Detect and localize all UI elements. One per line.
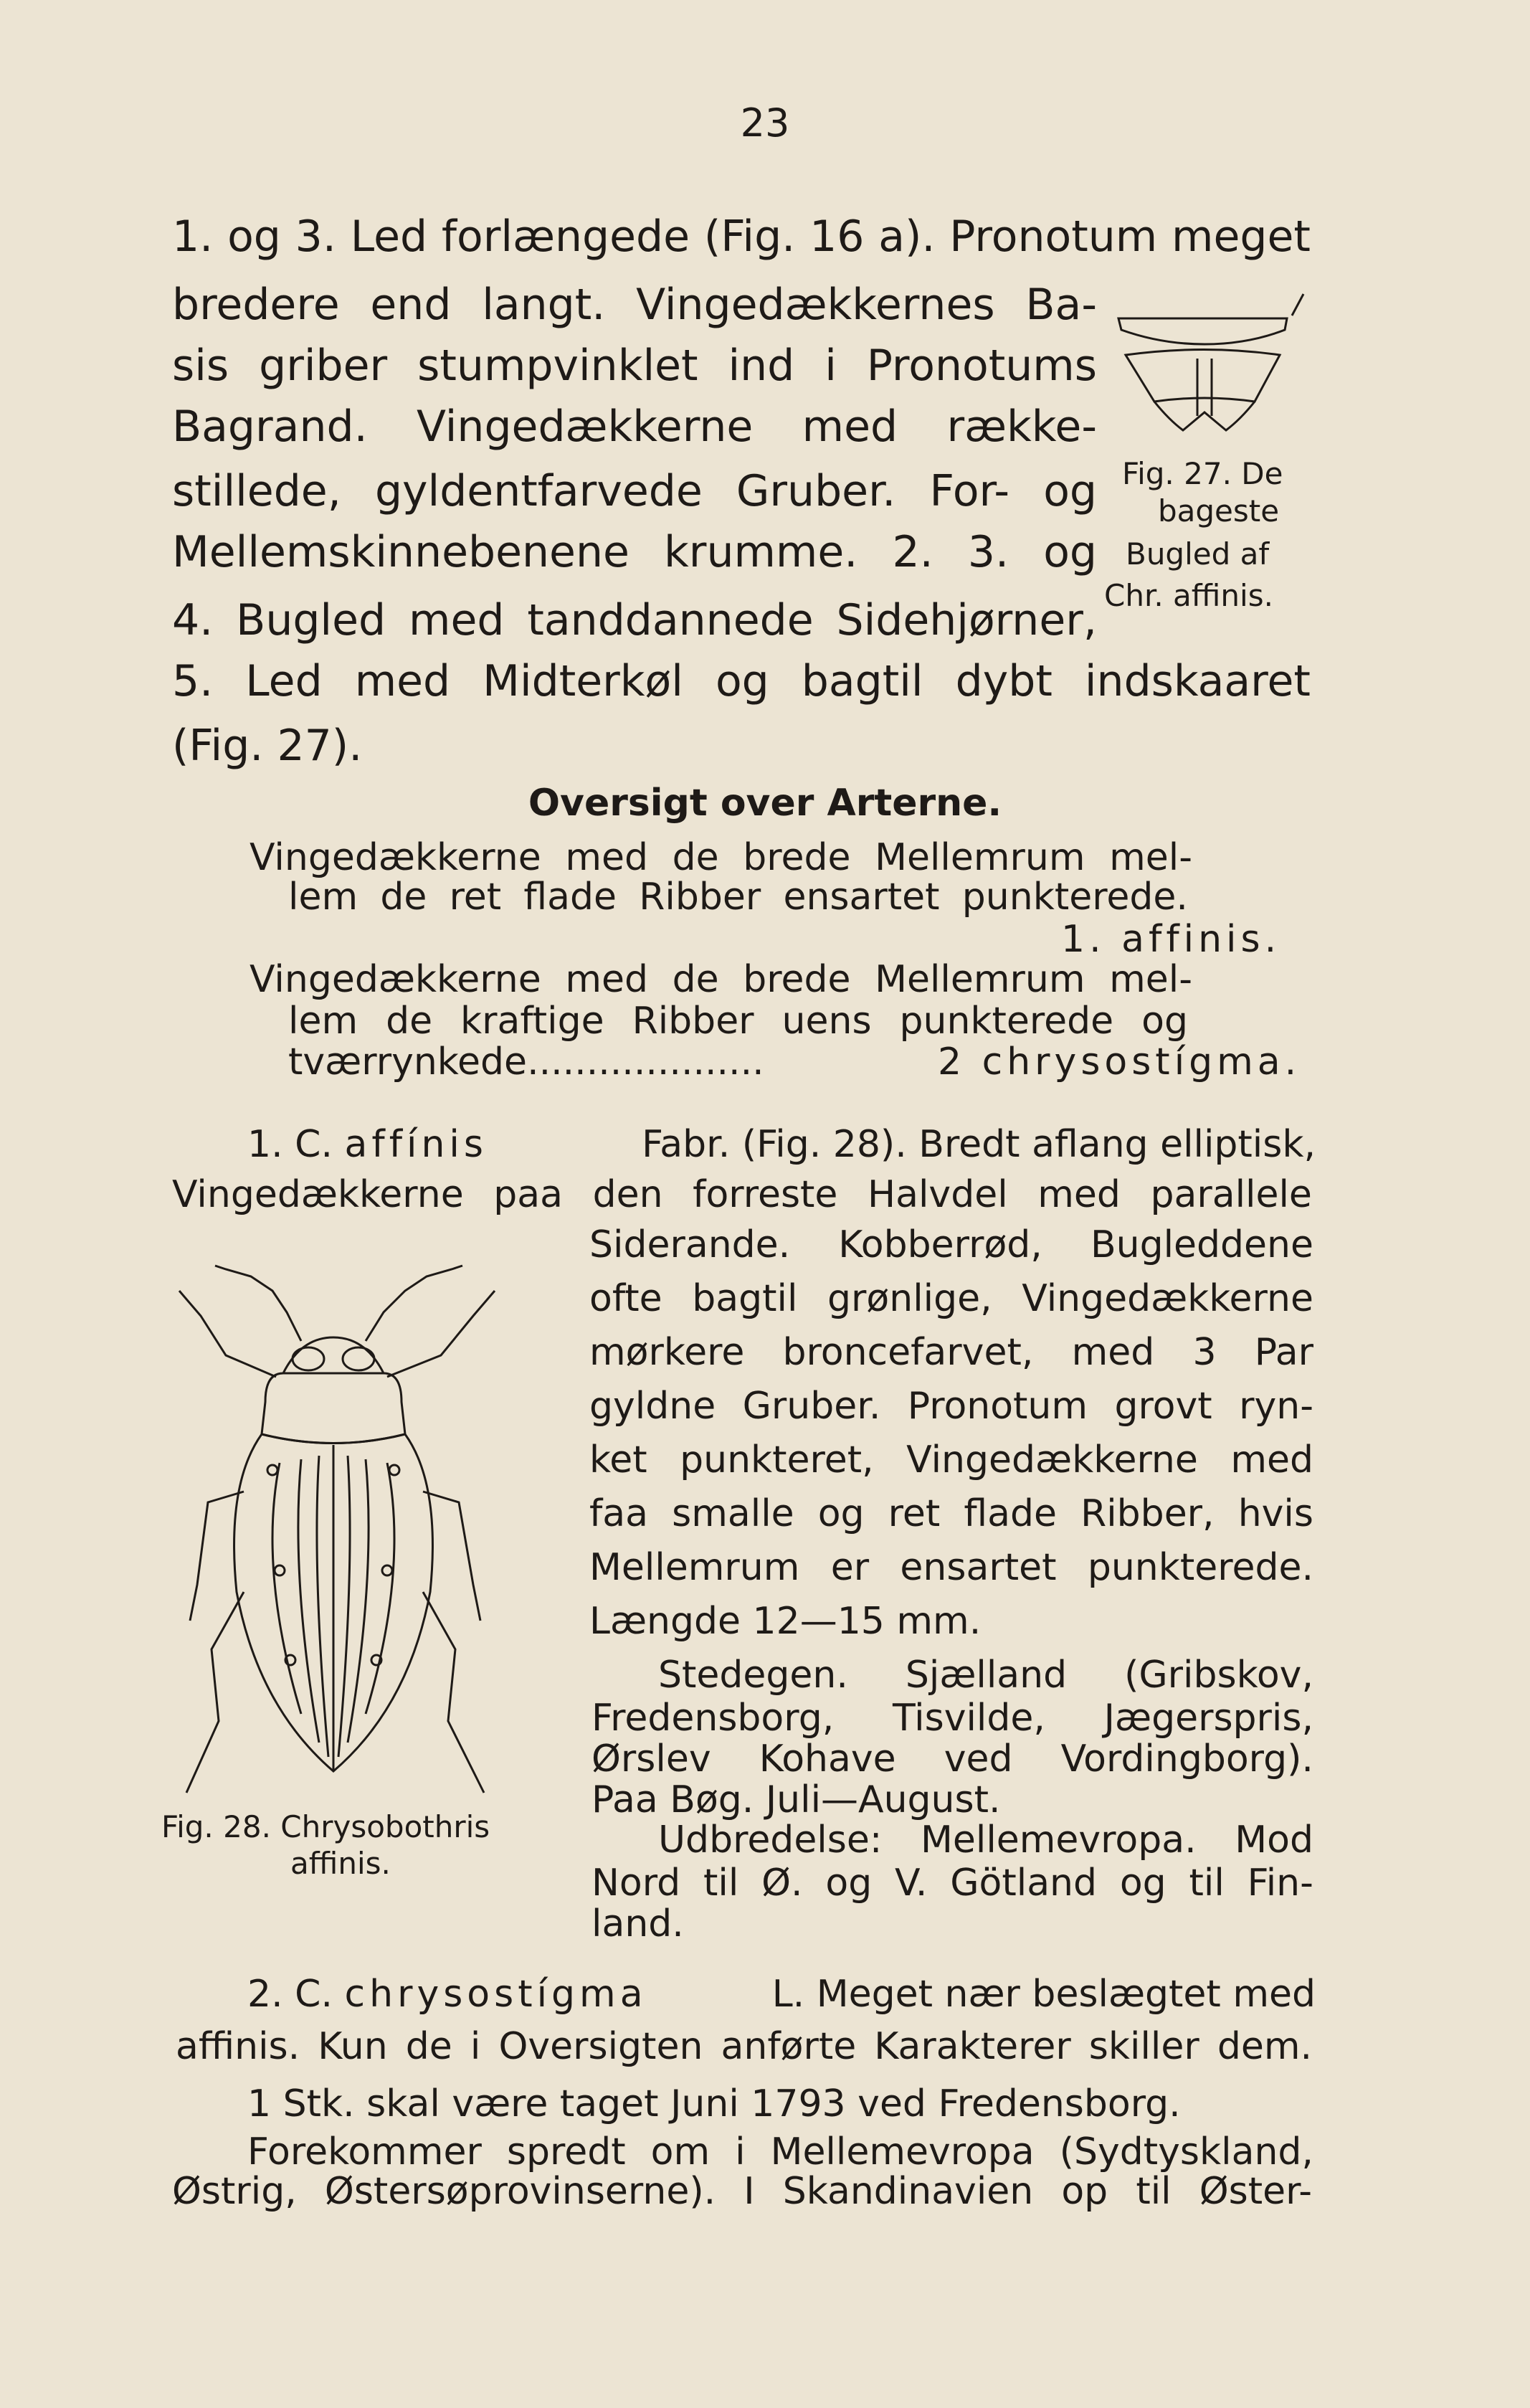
species1-desc-8: Længde 12—15 mm. <box>589 1600 982 1643</box>
page-number: 23 <box>740 100 790 146</box>
key1-line-2: lem de ret flade Ribber ensartet punkterede. <box>288 876 1188 919</box>
intro-line-8: 5. Led med Midterkøl og bagtil dybt indskaaret <box>172 656 1311 706</box>
fig27-caption-1: Fig. 27. De <box>1122 456 1283 491</box>
fig28-caption-2: affinis. <box>290 1846 391 1881</box>
intro-line-6: Mellemskinnebenene krumme. 2. 3. og <box>172 527 1097 577</box>
locality-line-3: Ørslev Kohave ved Vordingborg). <box>591 1738 1313 1781</box>
key2-line-3: tværrynkede.................... <box>288 1041 764 1084</box>
species1-desc-5: ket punkteret, Vingedækkerne med <box>589 1438 1313 1482</box>
fig28-caption-1: Fig. 28. Chrysobothris <box>161 1809 490 1844</box>
species1-desc-7: Mellemrum er ensartet punkterede. <box>589 1546 1313 1589</box>
locality-line-2: Fredensborg, Tisvilde, Jægerspris, <box>591 1697 1313 1740</box>
locality-line-4: Paa Bøg. Juli—August. <box>591 1778 1001 1821</box>
distribution-line-3: land. <box>591 1902 684 1945</box>
intro-line-4: Bagrand. Vingedækkerne med række- <box>172 402 1097 452</box>
key2-line-1: Vingedækkerne med de brede Mellemrum mel- <box>250 958 1192 1001</box>
intro-line-7: 4. Bugled med tanddannede Sidehjørner, <box>172 595 1097 645</box>
species2-line-2: affinis. Kun de i Oversigten anførte Karakterer skiller dem. <box>176 2025 1312 2068</box>
species2-line-4: Forekommer spredt om i Mellemevropa (Sydtyskland, <box>247 2130 1313 2174</box>
distribution-line-2: Nord til Ø. og V. Götland og til Fin- <box>591 1862 1313 1905</box>
species2-line-3: 1 Stk. skal være taget Juni 1793 ved Fredensborg. <box>247 2082 1181 2125</box>
fig28-beetle-illustration <box>158 1248 545 1807</box>
key2-line-2: lem de kraftige Ribber uens punkterede og <box>288 1000 1188 1043</box>
fig27-caption-2: bageste <box>1158 493 1280 528</box>
key1-result: 1. affinis. <box>1061 918 1281 961</box>
species1-desc-4: gyldne Gruber. Pronotum grovt ryn- <box>589 1385 1313 1428</box>
overview-heading: Oversigt over Arterne. <box>528 782 1002 825</box>
fig27-caption-3: Bugled af <box>1126 536 1270 572</box>
fig27-bugled-illustration <box>1104 287 1319 448</box>
key2-leader-dots: .................... <box>527 1041 764 1084</box>
intro-line-9: (Fig. 27). <box>172 721 363 771</box>
species1-desc-6: faa smalle og ret flade Ribber, hvis <box>589 1492 1313 1535</box>
intro-line-5: stillede, gyldentfarvede Gruber. For- og <box>172 466 1097 516</box>
locality-line-1: Stedegen. Sjælland (Gribskov, <box>658 1654 1313 1697</box>
species2-line-5: Østrig, Østersøprovinserne). I Skandinavien op til Øster- <box>172 2170 1312 2213</box>
species1-line-1: 1. C. affínis Fabr. (Fig. 28). Bredt aflang elliptisk, <box>247 1123 1316 1166</box>
species2-line-1: 2. C. chrysostígma L. Meget nær beslægtet med <box>247 1973 1316 2016</box>
species1-desc-1: Siderande. Kobberrød, Bugleddene <box>589 1223 1313 1266</box>
species1-line-2: Vingedækkerne paa den forreste Halvdel med parallele <box>172 1173 1312 1216</box>
distribution-line-1: Udbredelse: Mellemevropa. Mod <box>658 1819 1313 1862</box>
intro-line-2: bredere end langt. Vingedækkernes Ba- <box>172 280 1097 330</box>
intro-line-1: 1. og 3. Led forlængede (Fig. 16 a). Pronotum meget <box>172 212 1311 262</box>
intro-line-3: sis griber stumpvinklet ind i Pronotums <box>172 341 1097 391</box>
species1-desc-2: ofte bagtil grønlige, Vingedækkerne <box>589 1277 1313 1320</box>
species1-desc-3: mørkere broncefarvet, med 3 Par <box>589 1331 1313 1374</box>
fig27-caption-4: Chr. affinis. <box>1104 578 1273 613</box>
key1-line-1: Vingedækkerne med de brede Mellemrum mel- <box>250 836 1192 879</box>
key2-result: 2 chrysostígma. <box>938 1041 1301 1084</box>
